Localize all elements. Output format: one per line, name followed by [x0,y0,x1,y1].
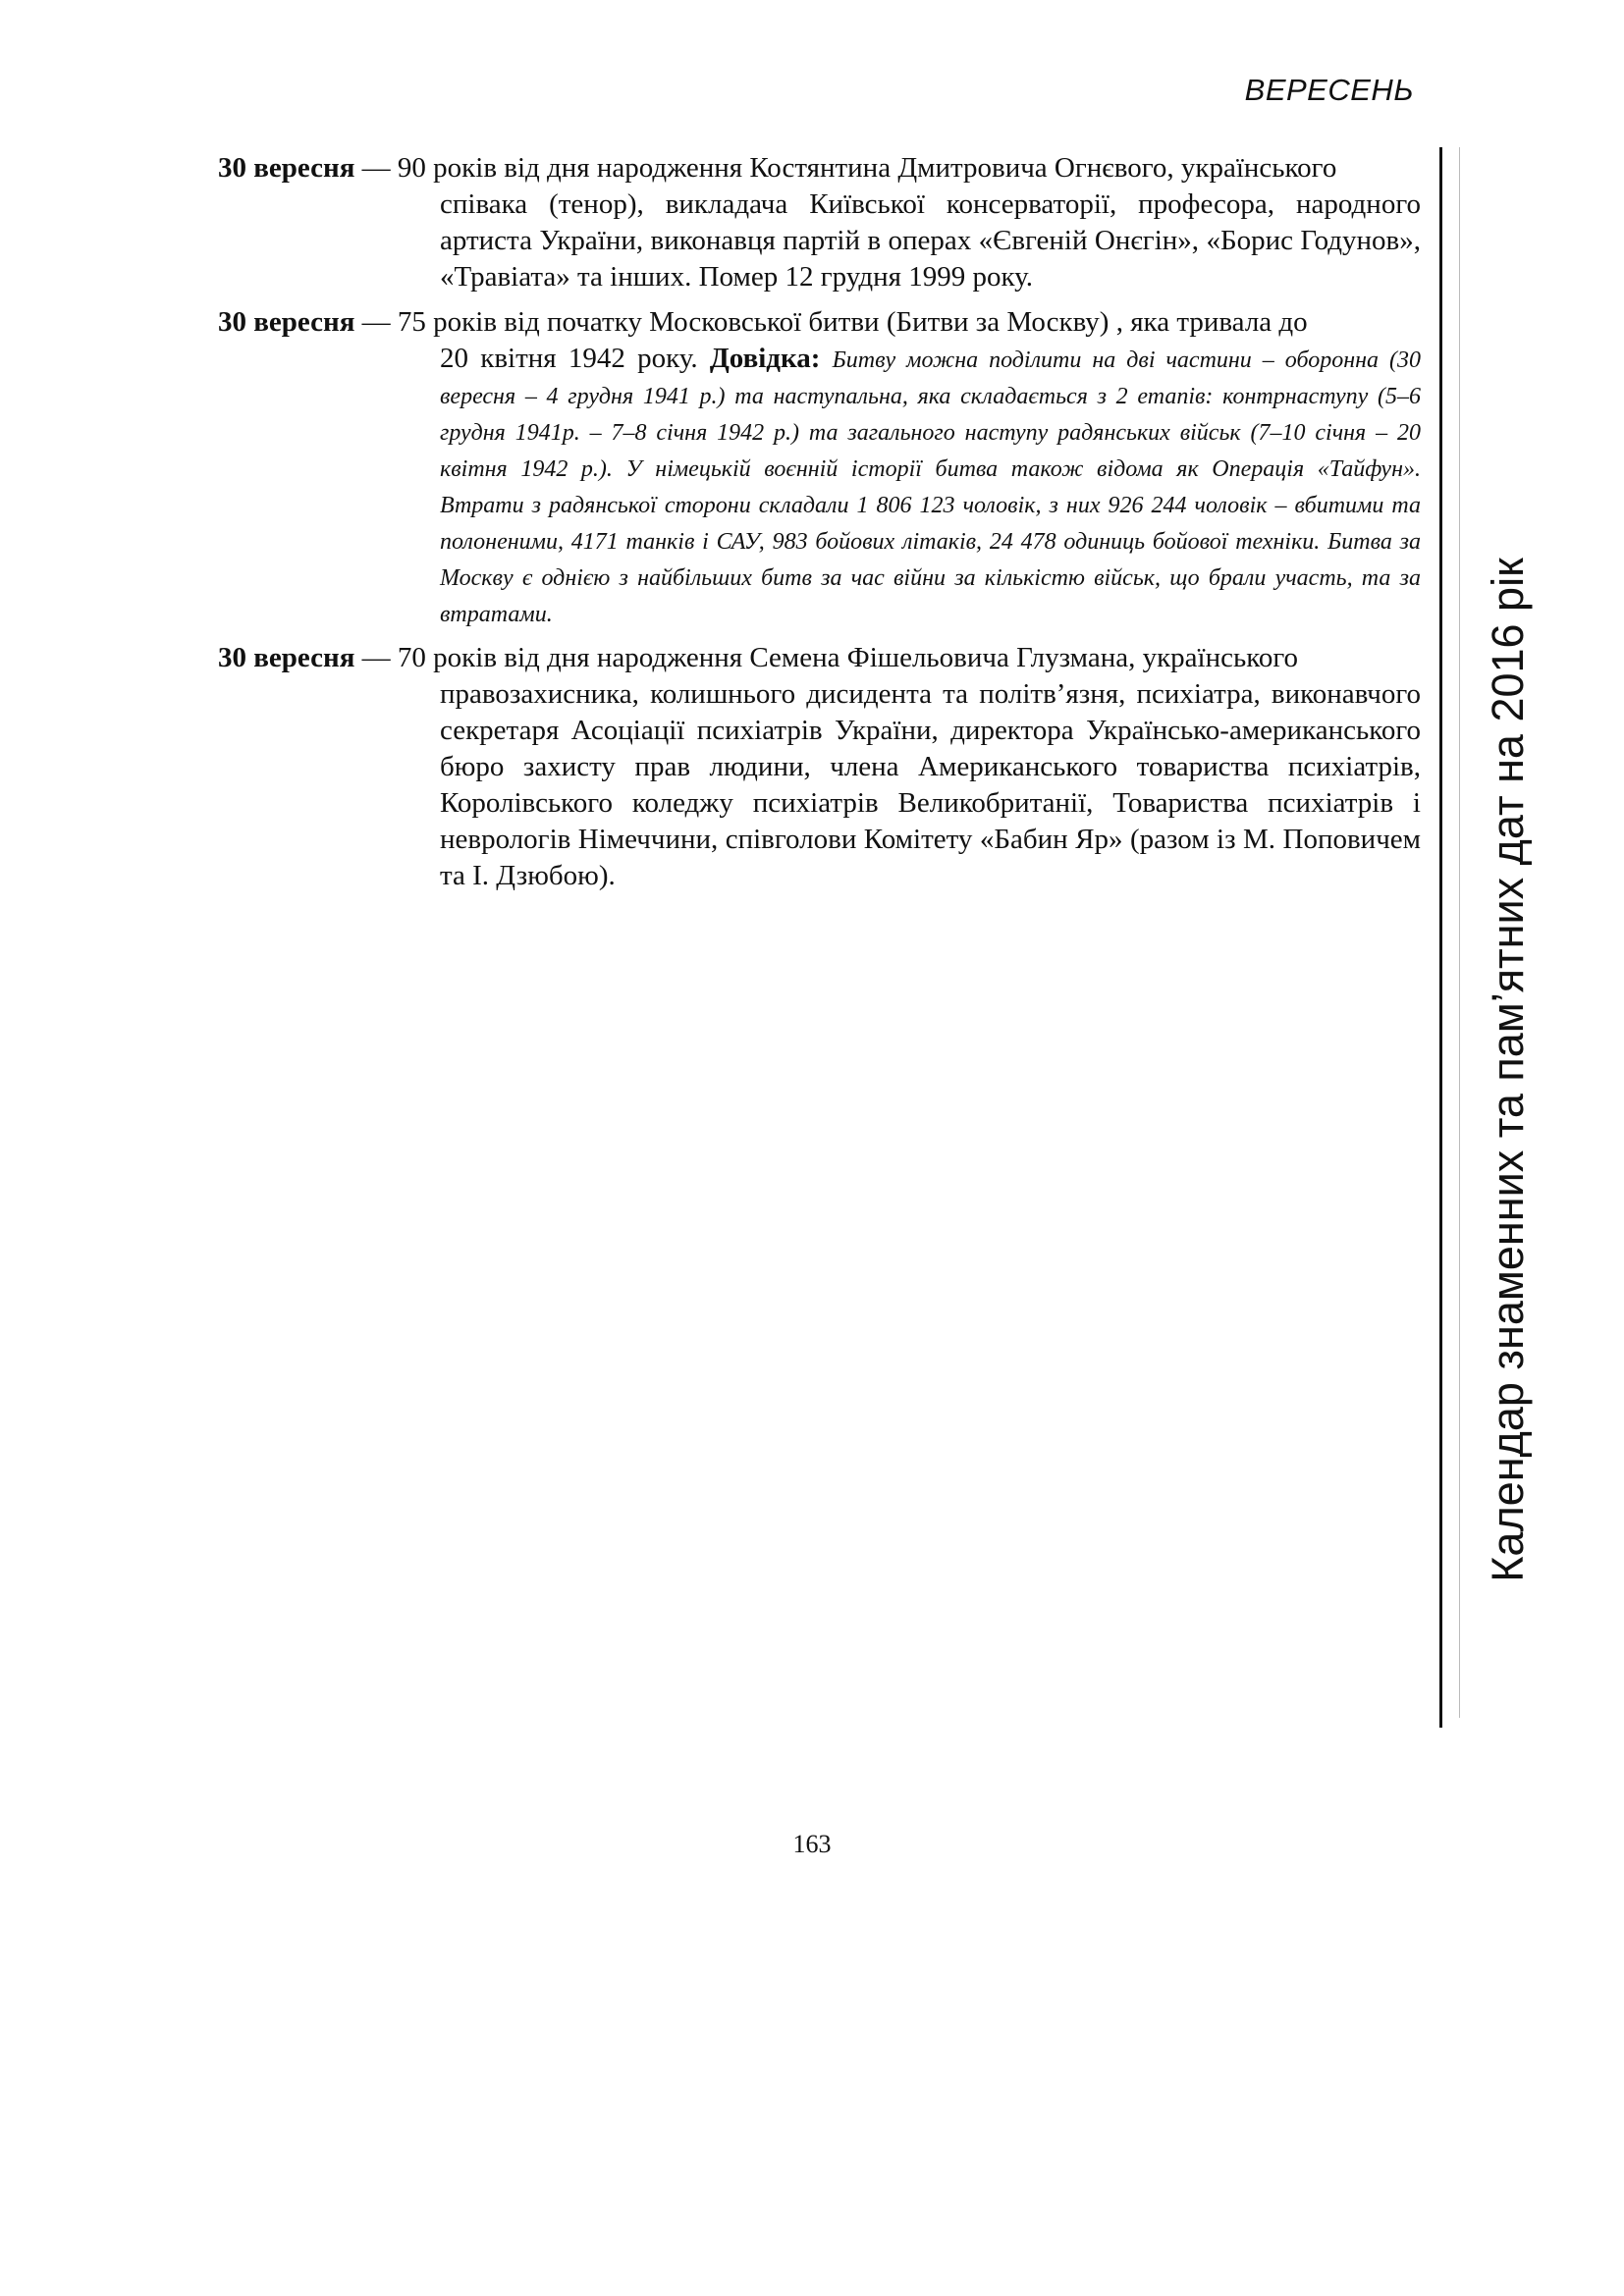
entry-text: співака (тенор), викладача Київської консерваторії, професора, народного артиста України, виконавця партій в операх «Євгеній Онєгін», «Борис Годунов», «Травіата» та інших. Помер 12 грудня 1999 року. [440,188,1421,293]
side-rule-thin [1459,147,1460,1718]
side-rule [1439,147,1442,1728]
entry-text: 20 квітня 1942 року. [440,343,698,374]
entry-date: 30 вересня [218,306,355,338]
entry-dash: — [361,642,391,673]
entry-first-line: 70 років від дня народження Семена Фішельовича Глузмана, українського [397,642,1299,673]
entries-list [218,150,1421,903]
entry-date: 30 вересня [218,642,355,673]
running-head: ВЕРЕСЕНЬ [1244,73,1414,107]
entry-dash: — [361,152,391,184]
entry-date: 30 вересня [218,152,355,184]
entry-lead [218,304,1308,341]
page-number: 163 [792,1830,832,1858]
entry-text: правозахисника, колишнього дисидента та політв’язня, психіатра, виконавчого секретаря Асоціації психіатрів України, директора Українсько-американського бюро захисту прав людини, члена Американського товариства психіатрів, Королівського коледжу психіатрів Великобританії, Товариства психіатрів і неврологів Німеччини, співголови Комітету «Бабин Яр» (разом із М. Поповичем та І. Дзюбою). [440,678,1421,891]
entry-dash: — [361,306,391,338]
note-text: Битву можна поділити на дві частини – оборонна (30 вересня – 4 грудня 1941 р.) та наступальна, яка складається з 2 етапів: контрнаступу (5–6 грудня 1941р. – 7–8 січня 1942 р.) та загального наступу радянських військ (7–10 січня – 20 квітня 1942 р.). У німецькій воєнній історії битва також відома як Операція «Тайфун». Втрати з радянської сторони складали 1 806 123 чоловік, з них 926 244 чоловік – вбитими та полоненими, 4171 танків і САУ, 983 бойових літаків, 24 478 одиниць бойової техніки. Битва за Москву є однією з найбільших битв за час війни за кількістю військ, що брали участь, та за втратами. [440,347,1422,627]
entry-item [218,304,1421,631]
vertical-side-title: Календар знаменних та пам’ятних дат на 2016 рік [1483,558,1533,1582]
entry-item [218,640,1421,894]
entry-first-line: 90 років від дня народження Костянтина Дмитровича Огнєвого, українського [397,152,1337,184]
note-label: Довідка: [709,343,821,374]
entry-item [218,150,1421,295]
entry-lead [218,640,1298,676]
entry-first-line: 75 років від початку Московської битви (Битви за Москву) , яка тривала до [397,306,1308,338]
entry-lead [218,150,1336,187]
